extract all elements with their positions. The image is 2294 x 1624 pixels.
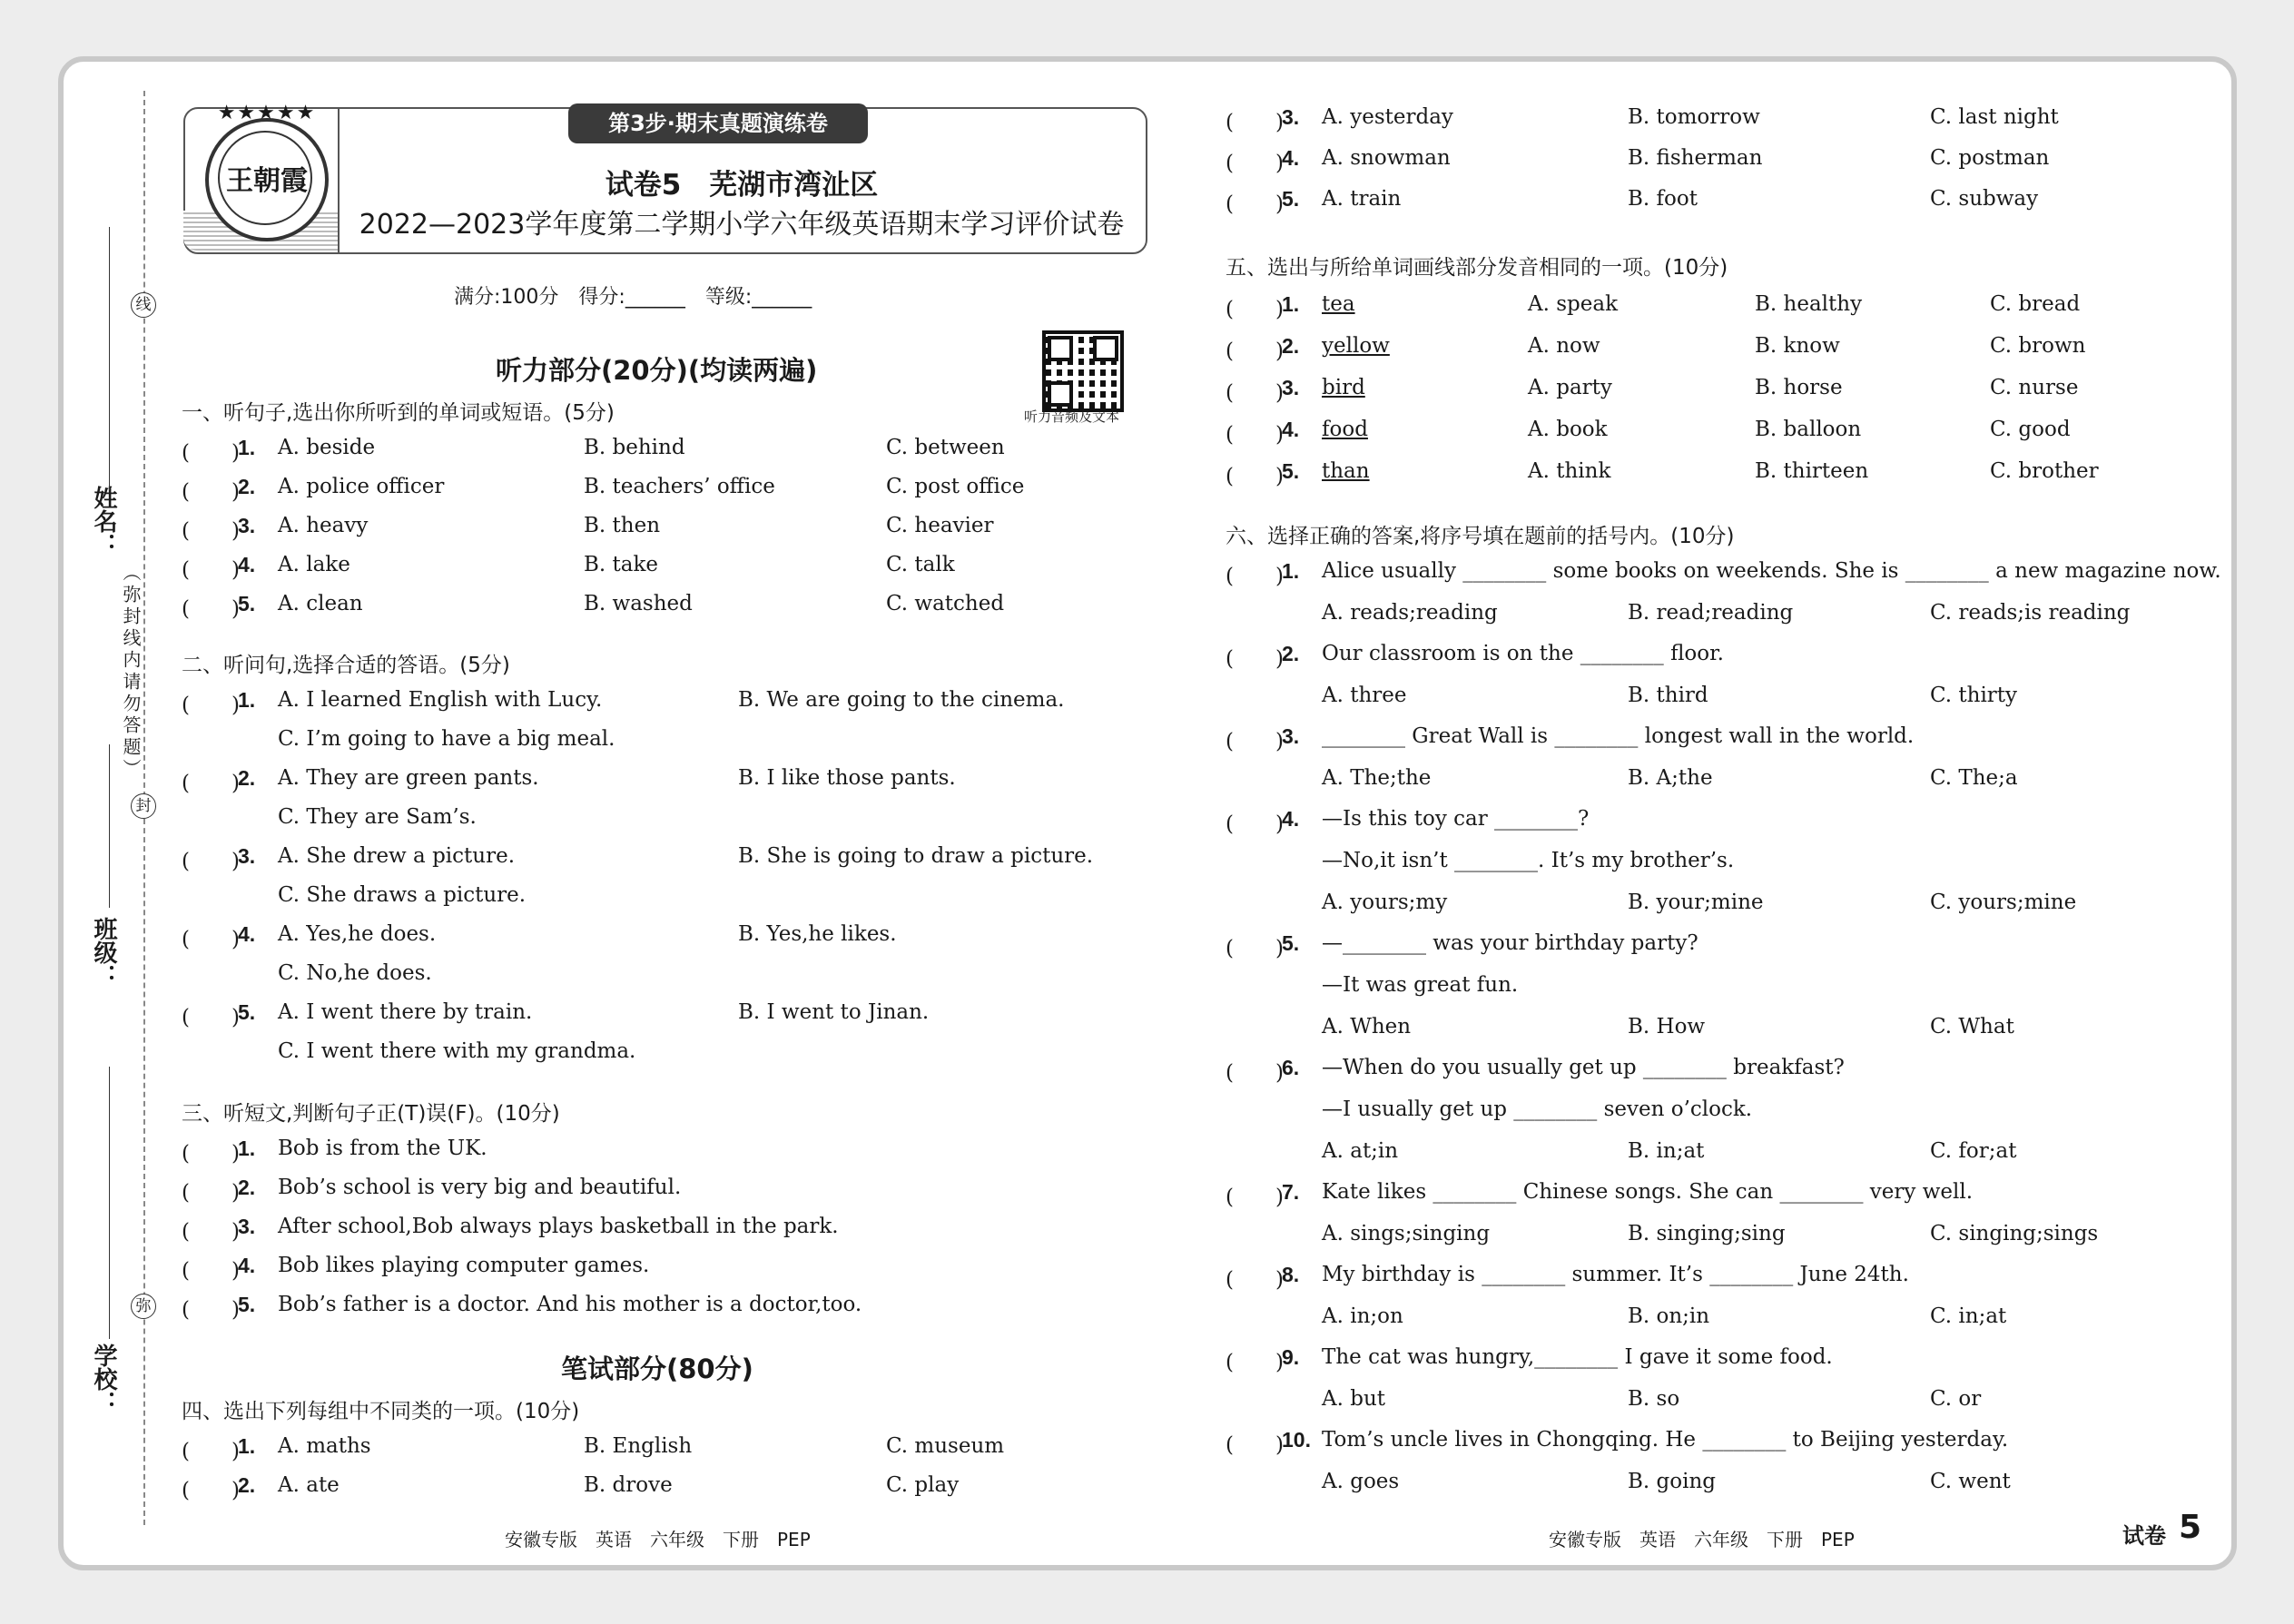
option-a: A. think xyxy=(1528,459,1611,483)
option-c: C. I went there with my grandma. xyxy=(278,1039,636,1063)
answer-parentheses[interactable]: ( ) xyxy=(1226,111,1284,134)
question-number: 4. xyxy=(1282,418,1300,441)
option-a: A. in;on xyxy=(1322,1304,1403,1328)
section3-title: 三、听短文,判断句子正(T)误(F)。(10分) xyxy=(182,1102,560,1126)
answer-parentheses[interactable]: ( ) xyxy=(1226,152,1284,175)
question-number: 5. xyxy=(238,1293,256,1316)
question-number: 5. xyxy=(1282,931,1300,955)
option-b: B. behind xyxy=(584,436,685,459)
option-b: B. tomorrow xyxy=(1628,105,1760,129)
option-b: B. Yes,he likes. xyxy=(738,922,897,946)
answer-parentheses[interactable]: ( ) xyxy=(1226,730,1284,753)
option-c: C. I’m going to have a big meal. xyxy=(278,727,615,751)
option-a: A. reads;reading xyxy=(1322,601,1498,625)
option-a: A. beside xyxy=(278,436,376,459)
qr-caption: 听力音频及文本 xyxy=(1024,408,1120,425)
seal-mark-line: 线 xyxy=(131,292,156,318)
option-a: A. sings;singing xyxy=(1322,1222,1491,1245)
answer-parentheses[interactable]: ( ) xyxy=(182,558,240,582)
question-number: 2. xyxy=(1282,334,1300,358)
question-text: ________ Great Wall is ________ longest wall in the world. xyxy=(1322,724,1915,748)
option-c: C. singing;sings xyxy=(1930,1222,2099,1245)
question-number: 4. xyxy=(1282,807,1300,831)
question-text: —When do you usually get up ________ breakfast? xyxy=(1322,1056,1845,1079)
option-a: A. maths xyxy=(278,1434,371,1458)
answer-parentheses[interactable]: ( ) xyxy=(1226,1351,1284,1374)
question-number: 3. xyxy=(238,1215,256,1238)
option-a: A. party xyxy=(1528,376,1612,399)
statement-text: After school,Bob always plays basketball in the park. xyxy=(278,1215,839,1238)
seal-mark-close: 弥 xyxy=(131,1294,156,1319)
option-c: C. went xyxy=(1930,1470,2011,1493)
option-b: B. going xyxy=(1628,1470,1716,1493)
given-word: tea xyxy=(1322,292,1355,316)
section4-title: 四、选出下列每组中不同类的一项。(10分) xyxy=(182,1400,580,1423)
option-a: A. The;the xyxy=(1322,766,1432,790)
section6-title: 六、选择正确的答案,将序号填在题前的括号内。(10分) xyxy=(1226,525,1735,548)
option-a: A. I learned English with Lucy. xyxy=(278,688,603,712)
exam-title: 试卷5 芜湖市湾沚区 xyxy=(605,169,879,202)
question-number: 3. xyxy=(1282,724,1300,748)
option-c: C. between xyxy=(886,436,1005,459)
question-number: 1. xyxy=(238,436,256,459)
option-b: B. healthy xyxy=(1755,292,1863,316)
question-number: 1. xyxy=(238,1434,256,1458)
answer-parentheses[interactable]: ( ) xyxy=(182,850,240,873)
answer-parentheses[interactable]: ( ) xyxy=(1226,381,1284,405)
writing-title: 笔试部分(80分) xyxy=(561,1353,753,1384)
option-a: A. now xyxy=(1528,334,1600,358)
step-banner: 第3步·期末真题演练卷 xyxy=(568,103,868,143)
option-c: C. brother xyxy=(1990,459,2099,483)
option-a: A. three xyxy=(1322,684,1407,707)
answer-parentheses[interactable]: ( ) xyxy=(182,480,240,504)
option-c: C. thirty xyxy=(1930,684,2018,707)
option-a: A. police officer xyxy=(278,475,445,498)
section1-title: 一、听句子,选出你所听到的单词或短语。(5分) xyxy=(182,401,615,425)
answer-parentheses[interactable]: ( ) xyxy=(182,694,240,717)
option-a: A. snowman xyxy=(1322,146,1451,170)
option-b: B. foot xyxy=(1628,187,1698,211)
answer-parentheses[interactable]: ( ) xyxy=(1226,192,1284,216)
header-divider xyxy=(338,107,340,252)
answer-parentheses[interactable]: ( ) xyxy=(182,597,240,621)
option-c: C. They are Sam’s. xyxy=(278,805,477,829)
option-c: C. reads;is reading xyxy=(1930,601,2131,625)
answer-parentheses[interactable]: ( ) xyxy=(182,1220,240,1244)
given-word: bird xyxy=(1322,376,1365,399)
answer-parentheses[interactable]: ( ) xyxy=(1226,937,1284,960)
answer-parentheses[interactable]: ( ) xyxy=(1226,1186,1284,1209)
school-field[interactable] xyxy=(109,1067,110,1339)
name-field[interactable] xyxy=(109,227,110,490)
question-text: —________ was your birthday party? xyxy=(1322,931,1698,955)
option-c: C. yours;mine xyxy=(1930,891,2077,914)
question-number: 1. xyxy=(238,688,256,712)
question-number: 1. xyxy=(1282,292,1300,316)
statement-text: Bob’s school is very big and beautiful. xyxy=(278,1176,682,1199)
answer-parentheses[interactable]: ( ) xyxy=(1226,565,1284,588)
qr-code[interactable] xyxy=(1042,330,1124,412)
option-c: C. What xyxy=(1930,1015,2014,1038)
option-c: C. post office xyxy=(886,475,1025,498)
question-number: 2. xyxy=(1282,642,1300,665)
answer-parentheses[interactable]: ( ) xyxy=(1226,1433,1284,1457)
answer-parentheses[interactable]: ( ) xyxy=(1226,340,1284,363)
option-b: B. teachers’ office xyxy=(584,475,775,498)
answer-parentheses[interactable]: ( ) xyxy=(1226,423,1284,447)
question-number: 5. xyxy=(1282,187,1300,211)
answer-parentheses[interactable]: ( ) xyxy=(182,1259,240,1283)
option-b: B. read;reading xyxy=(1628,601,1794,625)
school-label: 学校： xyxy=(90,1343,117,1414)
option-b: B. horse xyxy=(1755,376,1843,399)
question-number: 4. xyxy=(238,922,256,946)
answer-parentheses[interactable]: ( ) xyxy=(182,1440,240,1463)
page-number: 5 xyxy=(2179,1509,2202,1546)
question-number: 3. xyxy=(238,514,256,537)
option-c: C. heavier xyxy=(886,514,994,537)
answer-parentheses[interactable]: ( ) xyxy=(182,928,240,951)
option-b: B. I like those pants. xyxy=(738,766,956,790)
option-a: A. at;in xyxy=(1322,1139,1399,1163)
option-c: C. She draws a picture. xyxy=(278,883,527,907)
answer-parentheses[interactable]: ( ) xyxy=(182,1006,240,1029)
option-c: C. The;a xyxy=(1930,766,2018,790)
option-b: B. She is going to draw a picture. xyxy=(738,844,1094,868)
option-a: A. ate xyxy=(278,1473,340,1497)
question-text: Kate likes ________ Chinese songs. She can ________ very well. xyxy=(1322,1180,1974,1204)
logo-text: 王朝霞 xyxy=(226,165,308,197)
question-text: Our classroom is on the ________ floor. xyxy=(1322,642,1724,665)
option-b: B. We are going to the cinema. xyxy=(738,688,1065,712)
option-c: C. No,he does. xyxy=(278,961,432,985)
option-b: B. balloon xyxy=(1755,418,1862,441)
option-a: A. yours;my xyxy=(1322,891,1448,914)
option-b: B. singing;sing xyxy=(1628,1222,1786,1245)
option-a: A. They are green pants. xyxy=(278,766,539,790)
question-number: 1. xyxy=(238,1137,256,1160)
score-line: 满分:100分 得分:______ 等级:______ xyxy=(454,286,812,309)
question-number: 2. xyxy=(238,475,256,498)
option-c: C. in;at xyxy=(1930,1304,2007,1328)
option-a: A. clean xyxy=(278,592,363,615)
option-a: A. I went there by train. xyxy=(278,1000,533,1024)
option-a: A. book xyxy=(1528,418,1608,441)
answer-parentheses[interactable]: ( ) xyxy=(182,1142,240,1166)
option-b: B. fisherman xyxy=(1628,146,1763,170)
given-word: yellow xyxy=(1322,334,1390,358)
class-field[interactable] xyxy=(109,744,110,908)
option-b: B. your;mine xyxy=(1628,891,1764,914)
question-number: 4. xyxy=(238,553,256,576)
answer-parentheses[interactable]: ( ) xyxy=(1226,647,1284,671)
seal-mark-seal: 封 xyxy=(131,793,156,819)
name-label: 姓名： xyxy=(90,486,117,556)
exam-subtitle: 2022—2023学年度第二学期小学六年级英语期末学习评价试卷 xyxy=(359,209,1125,241)
section5-title: 五、选出与所给单词画线部分发音相同的一项。(10分) xyxy=(1226,256,1728,280)
listening-title: 听力部分(20分)(均读两遍) xyxy=(496,355,818,386)
option-b: B. know xyxy=(1755,334,1840,358)
question-number: 5. xyxy=(1282,459,1300,483)
option-c: C. last night xyxy=(1930,105,2059,129)
option-c: C. bread xyxy=(1990,292,2081,316)
question-number: 7. xyxy=(1282,1180,1300,1204)
statement-text: Bob’s father is a doctor. And his mother is a doctor,too. xyxy=(278,1293,862,1316)
answer-parentheses[interactable]: ( ) xyxy=(1226,298,1284,321)
question-number: 9. xyxy=(1282,1345,1300,1369)
statement-text: Bob is from the UK. xyxy=(278,1137,487,1160)
answer-text: —It was great fun. xyxy=(1322,973,1519,997)
given-word: than xyxy=(1322,459,1370,483)
option-a: A. She drew a picture. xyxy=(278,844,516,868)
footer-left: 安徽专版 英语 六年级 下册 PEP xyxy=(505,1529,811,1550)
option-b: B. English xyxy=(584,1434,693,1458)
answer-parentheses[interactable]: ( ) xyxy=(1226,812,1284,836)
section2-title: 二、听问句,选择合适的答语。(5分) xyxy=(182,654,510,677)
option-c: C. museum xyxy=(886,1434,1005,1458)
option-a: A. Yes,he does. xyxy=(278,922,437,946)
option-b: B. drove xyxy=(584,1473,673,1497)
option-c: C. subway xyxy=(1930,187,2039,211)
given-word: food xyxy=(1322,418,1368,441)
answer-parentheses[interactable]: ( ) xyxy=(182,519,240,543)
option-c: C. play xyxy=(886,1473,960,1497)
option-c: C. talk xyxy=(886,553,955,576)
option-a: A. lake xyxy=(278,553,350,576)
question-number: 6. xyxy=(1282,1056,1300,1079)
option-b: B. then xyxy=(584,514,661,537)
option-c: C. watched xyxy=(886,592,1005,615)
page-label: 试卷 xyxy=(2122,1523,2166,1549)
question-number: 3. xyxy=(1282,105,1300,129)
question-text: —Is this toy car ________? xyxy=(1322,807,1590,831)
answer-parentheses[interactable]: ( ) xyxy=(1226,465,1284,488)
question-number: 8. xyxy=(1282,1263,1300,1286)
question-number: 10. xyxy=(1282,1428,1311,1452)
question-text: The cat was hungry,________ I gave it some food. xyxy=(1322,1345,1833,1369)
question-number: 5. xyxy=(238,1000,256,1024)
option-b: B. in;at xyxy=(1628,1139,1705,1163)
answer-parentheses[interactable]: ( ) xyxy=(1226,1061,1284,1085)
option-c: C. brown xyxy=(1990,334,2086,358)
question-number: 4. xyxy=(238,1254,256,1277)
statement-text: Bob likes playing computer games. xyxy=(278,1254,650,1277)
answer-text: —I usually get up ________ seven o’clock. xyxy=(1322,1097,1753,1121)
option-b: B. thirteen xyxy=(1755,459,1869,483)
seal-note: （弥封线内请勿答题） xyxy=(120,563,142,781)
question-number: 1. xyxy=(1282,559,1300,583)
option-c: C. for;at xyxy=(1930,1139,2017,1163)
option-b: B. third xyxy=(1628,684,1708,707)
option-b: B. I went to Jinan. xyxy=(738,1000,930,1024)
question-text: My birthday is ________ summer. It’s ________ June 24th. xyxy=(1322,1263,1909,1286)
answer-parentheses[interactable]: ( ) xyxy=(182,1298,240,1322)
option-b: B. A;the xyxy=(1628,766,1713,790)
option-c: C. or xyxy=(1930,1387,1982,1411)
option-b: B. so xyxy=(1628,1387,1680,1411)
option-a: A. but xyxy=(1322,1387,1386,1411)
option-b: B. washed xyxy=(584,592,693,615)
option-a: A. yesterday xyxy=(1322,105,1453,129)
question-number: 3. xyxy=(238,844,256,868)
question-number: 5. xyxy=(238,592,256,615)
question-number: 4. xyxy=(1282,146,1300,170)
footer-right: 安徽专版 英语 六年级 下册 PEP xyxy=(1549,1529,1855,1550)
question-number: 2. xyxy=(238,1473,256,1497)
option-b: B. How xyxy=(1628,1015,1706,1038)
option-b: B. take xyxy=(584,553,659,576)
option-a: A. heavy xyxy=(278,514,369,537)
question-text: Tom’s uncle lives in Chongqing. He ________ to Beijing yesterday. xyxy=(1322,1428,2009,1452)
answer-parentheses[interactable]: ( ) xyxy=(182,441,240,465)
option-a: A. goes xyxy=(1322,1470,1400,1493)
option-a: A. speak xyxy=(1528,292,1619,316)
question-number: 3. xyxy=(1282,376,1300,399)
option-c: C. nurse xyxy=(1990,376,2079,399)
option-c: C. postman xyxy=(1930,146,2050,170)
answer-text: —No,it isn’t ________. It’s my brother’s. xyxy=(1322,849,1735,872)
answer-parentheses[interactable]: ( ) xyxy=(182,1181,240,1205)
option-c: C. good xyxy=(1990,418,2071,441)
option-a: A. train xyxy=(1322,187,1402,211)
answer-parentheses[interactable]: ( ) xyxy=(182,1479,240,1502)
option-b: B. on;in xyxy=(1628,1304,1710,1328)
answer-parentheses[interactable]: ( ) xyxy=(1226,1268,1284,1292)
answer-parentheses[interactable]: ( ) xyxy=(182,772,240,795)
question-number: 2. xyxy=(238,1176,256,1199)
class-label: 班级： xyxy=(90,917,117,988)
question-text: Alice usually ________ some books on weekends. She is ________ a new magazine now. xyxy=(1322,559,2221,583)
option-a: A. When xyxy=(1322,1015,1412,1038)
publisher-logo: ★★★★★ 王朝霞 xyxy=(205,118,329,241)
question-number: 2. xyxy=(238,766,256,790)
